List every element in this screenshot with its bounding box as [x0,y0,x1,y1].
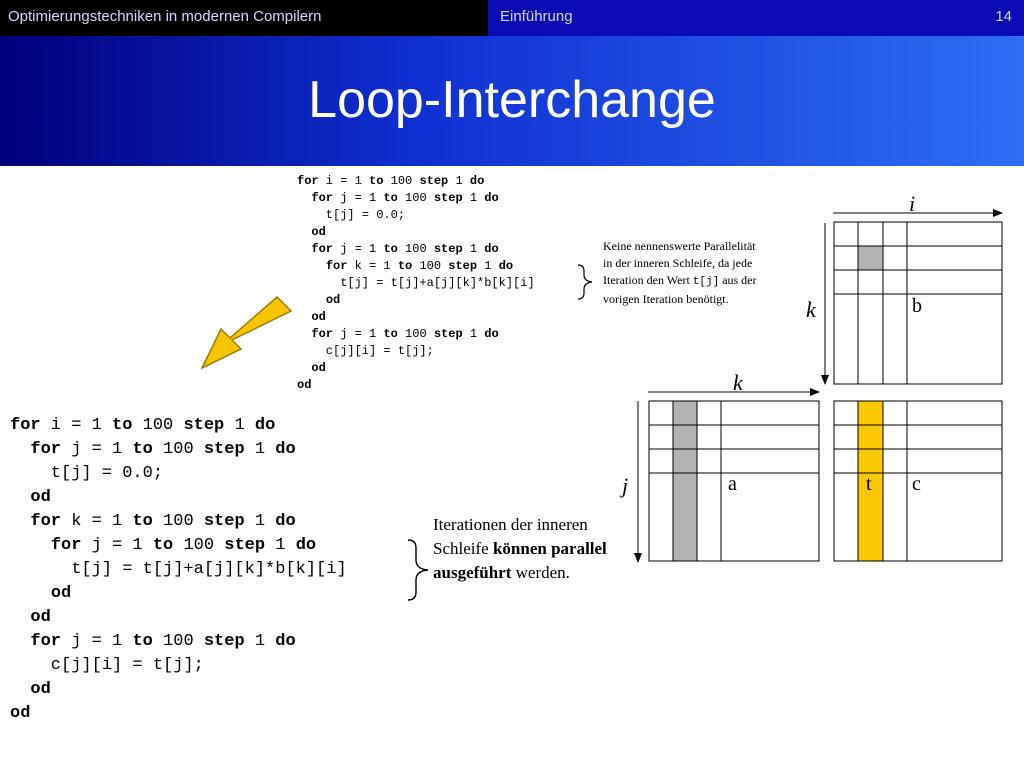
code-keyword: to [132,632,153,651]
code-text: 1 [265,536,296,555]
code-keyword: for [50,536,82,555]
code-text: 100 [397,191,434,205]
code-keyword: to [383,242,398,256]
axis-i-label: i [909,191,916,216]
code-keyword: do [484,242,499,256]
code-text: 100 [152,440,204,459]
code-keyword: for [10,416,41,435]
code-keyword: do [275,440,296,459]
matrix-c-label: c [912,473,921,495]
code-keyword: od [311,225,326,239]
code-text: t[j] = 0.0; [10,464,164,483]
code-keyword: do [484,327,499,341]
note-after-bold: können parallel ausgeführt [433,539,607,582]
code-keyword: step [419,174,449,188]
code-text: 1 [448,174,470,188]
code-keyword: od [325,293,341,307]
code-keyword: od [311,361,326,375]
code-keyword: to [383,191,398,205]
code-keyword: to [132,440,153,459]
code-text: c[j][i] = t[j]; [10,656,204,675]
code-keyword: for [311,242,334,256]
code-keyword: step [203,440,245,459]
code-text: j = 1 [81,536,153,555]
code-keyword: to [369,174,384,188]
interchange-arrow-icon [202,297,291,368]
code-text: 100 [397,242,434,256]
code-keyword: do [275,512,296,531]
code-keyword: for [311,191,334,205]
matrix-b-highlight-cell [858,246,883,270]
code-text: 1 [244,440,276,459]
code-text: j = 1 [61,440,133,459]
code-text: j = 1 [333,242,384,256]
brace-small-icon [578,265,592,299]
page-number: 14 [995,8,1012,25]
code-text: 1 [224,416,255,435]
lecture-title: Optimierungstechniken in modernen Compilern [8,8,322,25]
code-keyword: od [10,704,31,723]
code-text: i = 1 [318,174,370,188]
code-text: 1 [244,512,276,531]
code-keyword: do [469,174,485,188]
code-keyword: step [224,536,266,555]
code-text: 100 [383,174,420,188]
code-text: 1 [462,191,485,205]
code-keyword: step [433,327,463,341]
code-text: k = 1 [347,259,398,273]
vector-t-label: t [866,473,872,495]
code-keyword: step [448,259,478,273]
note-after-text-2: werden. [511,563,570,582]
code-keyword: do [254,416,276,435]
code-keyword: od [30,608,51,627]
code-text: 100 [152,512,204,531]
code-text: i = 1 [40,416,113,435]
matrix-a-label: a [728,473,737,495]
code-keyword: to [397,259,413,273]
code-text: j = 1 [61,632,133,651]
code-text: 1 [477,259,499,273]
axis-k-label-horizontal: k [733,370,743,395]
note-before-text-2: aus der vorigen Iteration benötigt. [603,273,757,306]
code-keyword: for [30,440,62,459]
code-keyword: do [484,191,499,205]
axis-j-label: j [622,473,629,498]
code-keyword: od [50,584,72,603]
code-keyword: od [30,488,51,507]
code-keyword: for [30,632,62,651]
code-text: t[j] = t[j]+a[j][k]*b[k][i] [10,560,347,579]
code-keyword: do [275,632,296,651]
code-text: 1 [462,242,485,256]
code-text: 100 [397,327,434,341]
code-text: c[j][i] = t[j]; [297,344,434,358]
code-text: k = 1 [61,512,133,531]
code-text: 100 [132,416,184,435]
brace-big-icon [408,540,428,600]
code-keyword: od [30,680,51,699]
code-text: t[j] = t[j]+a[j][k]*b[k][i] [297,276,535,290]
code-keyword: for [297,174,319,188]
axis-k-label-vertical: k [806,297,816,322]
note-before-text-1: Keine nennenswerte Parallelität in der inneren Schleife, da jede Iteration den Wert [603,239,756,287]
code-keyword: to [383,327,398,341]
code-keyword: for [311,327,334,341]
code-text: 100 [412,259,449,273]
code-keyword: step [433,191,463,205]
code-keyword: for [325,259,348,273]
code-keyword: step [183,416,225,435]
code-text: j = 1 [333,327,384,341]
code-keyword: od [311,310,326,324]
code-keyword: to [112,416,133,435]
code-keyword: do [498,259,514,273]
code-text: 1 [462,327,485,341]
code-keyword: step [433,242,463,256]
code-keyword: do [295,536,317,555]
code-text: 1 [244,632,276,651]
code-text: t[j] = 0.0; [297,208,406,222]
note-before-code: t[j] [692,276,720,288]
code-keyword: for [30,512,62,531]
note-after-text-1: Iterationen der inneren Schleife [433,515,588,558]
code-keyword: step [203,632,245,651]
code-keyword: to [152,536,174,555]
code-keyword: step [203,512,245,531]
matrix-b-label: b [912,295,922,317]
code-keyword: od [297,378,312,392]
code-keyword: to [132,512,153,531]
code-text: 100 [173,536,225,555]
code-text: j = 1 [333,191,384,205]
slide-title: Loop-Interchange [308,71,716,129]
code-text: 100 [152,632,204,651]
section-name: Einführung [500,8,573,25]
